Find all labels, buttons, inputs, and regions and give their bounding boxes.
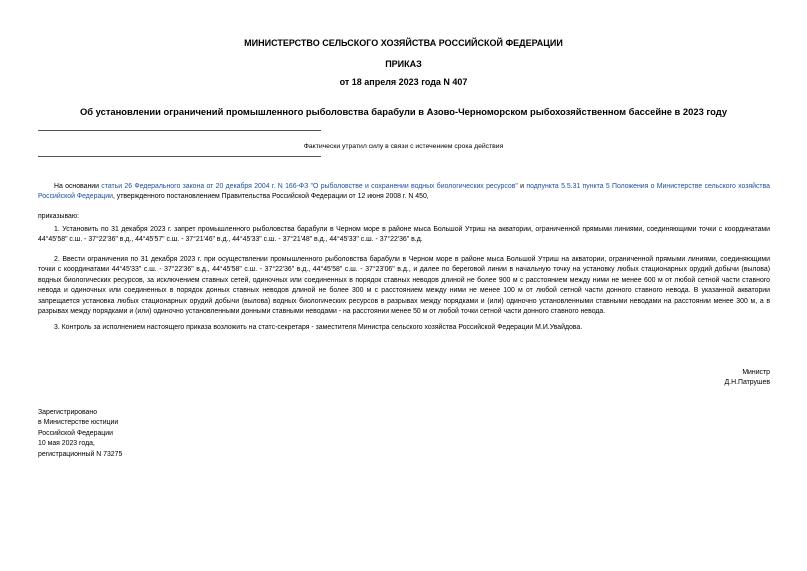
registration-line: регистрационный N 73275 — [38, 450, 123, 458]
signatory-position: Министр — [742, 369, 770, 376]
status-note: Фактически утратил силу в связи с истечением срока действия — [303, 143, 504, 150]
divider-top — [38, 130, 321, 131]
document-title: Об установлении ограничений промышленного рыболовства барабули в Азово-Черноморском рыбохозяйственном бассейне в 2023 году — [79, 106, 728, 117]
basis-lead: На основании — [54, 183, 102, 190]
divider-bottom — [38, 156, 321, 157]
registration-line: Зарегистрировано — [38, 409, 98, 416]
registration-line: Российской Федерации — [38, 429, 113, 437]
registration-line: в Министерстве юстиции — [38, 419, 119, 427]
regulation-link[interactable]: подпункта 5.5.31 пункта 5 Положения о Министерстве сельского хозяйства Российской Федерации — [38, 183, 770, 201]
basis-tail: , утвержденного постановлением Правительства Российской Федерации от 12 июня 2008 г. N 450, — [112, 193, 429, 201]
order-item-2: 2. Ввести ограничения по 31 декабря 2023 г. при осуществлении промышленного рыболовства барабули в Черном море в районе мыса Большой Утриш на акватории, ограниченной прямыми линиями, соединяющими точки с координатами 44°45'33" с.ш. - 37°22'36" в.д., 44°45'58" с.ш. - 37°22'36" в.д., 44°45'58" с.ш. - 37°23'06" в.д., и далее по береговой линии в начальную точку на установку любых стационарных орудий добычи (вылова) водных биологических ресурсов, за исключением ставных сетей, одиночных или соединенных в порядок ставных неводов длиной не более 900 м с расстоянием между ними не менее 600 м от любой сетной части ставного невода и одиночных или соединенных в порядок донных ставных неводов длиной не более 300 м с расстоянием между ними не менее 100 м от любой сетной части донного ставного невода. В указанной акватории запрещается установка любых стационарных орудий добычи (вылова) водных биологических ресурсов в разрывах между порядками и (или) одиночно установленными ставными неводами на расстоянии менее 300 м, а в разрывах между порядками и (или) одиночно установленными донными ставными неводами - на расстоянии менее 50 м от любой точки сетной части донного ставного невода. — [38, 256, 770, 316]
order-item-3: 3. Контроль за исполнением настоящего приказа возложить на статс-секретаря - заместителя Министра сельского хозяйства Российской Федерации М.И.Увайдова. — [54, 324, 583, 331]
date-number-heading: от 18 апреля 2023 года N 407 — [339, 77, 468, 87]
signatory-name: Д.Н.Патрушев — [724, 379, 770, 387]
order-item-1: 1. Установить по 31 декабря 2023 г. запрет промышленного рыболовства барабули в Черном море в районе мыса Большой Утриш на акватории, ограниченной прямыми линиями, соединяющими точки с координатами 44°45'58" с.ш. - 37°22'36" в.д., 44°45'57" с.ш. - 37°21'46" в.д., 44°45'33" с.ш. - 37°21'48" в.д., 44°45'33" с.ш. - 37°22'36" в.д. — [38, 226, 770, 244]
basis-mid: и — [517, 183, 527, 190]
federal-law-link[interactable]: статьи 26 Федерального закона от 20 декабря 2004 г. N 166-ФЗ "О рыболовстве и сохранении водных биологических ресурсов" — [101, 183, 518, 190]
registration-block — [38, 408, 122, 460]
order-word: приказываю: — [38, 213, 79, 220]
ministry-heading: МИНИСТЕРСТВО СЕЛЬСКОГО ХОЗЯЙСТВА РОССИЙСКОЙ ФЕДЕРАЦИИ — [244, 38, 563, 48]
signature-block — [725, 368, 770, 389]
doc-type-heading: ПРИКАЗ — [385, 59, 422, 69]
basis-paragraph — [38, 182, 770, 203]
registration-line: 10 мая 2023 года, — [38, 440, 95, 448]
